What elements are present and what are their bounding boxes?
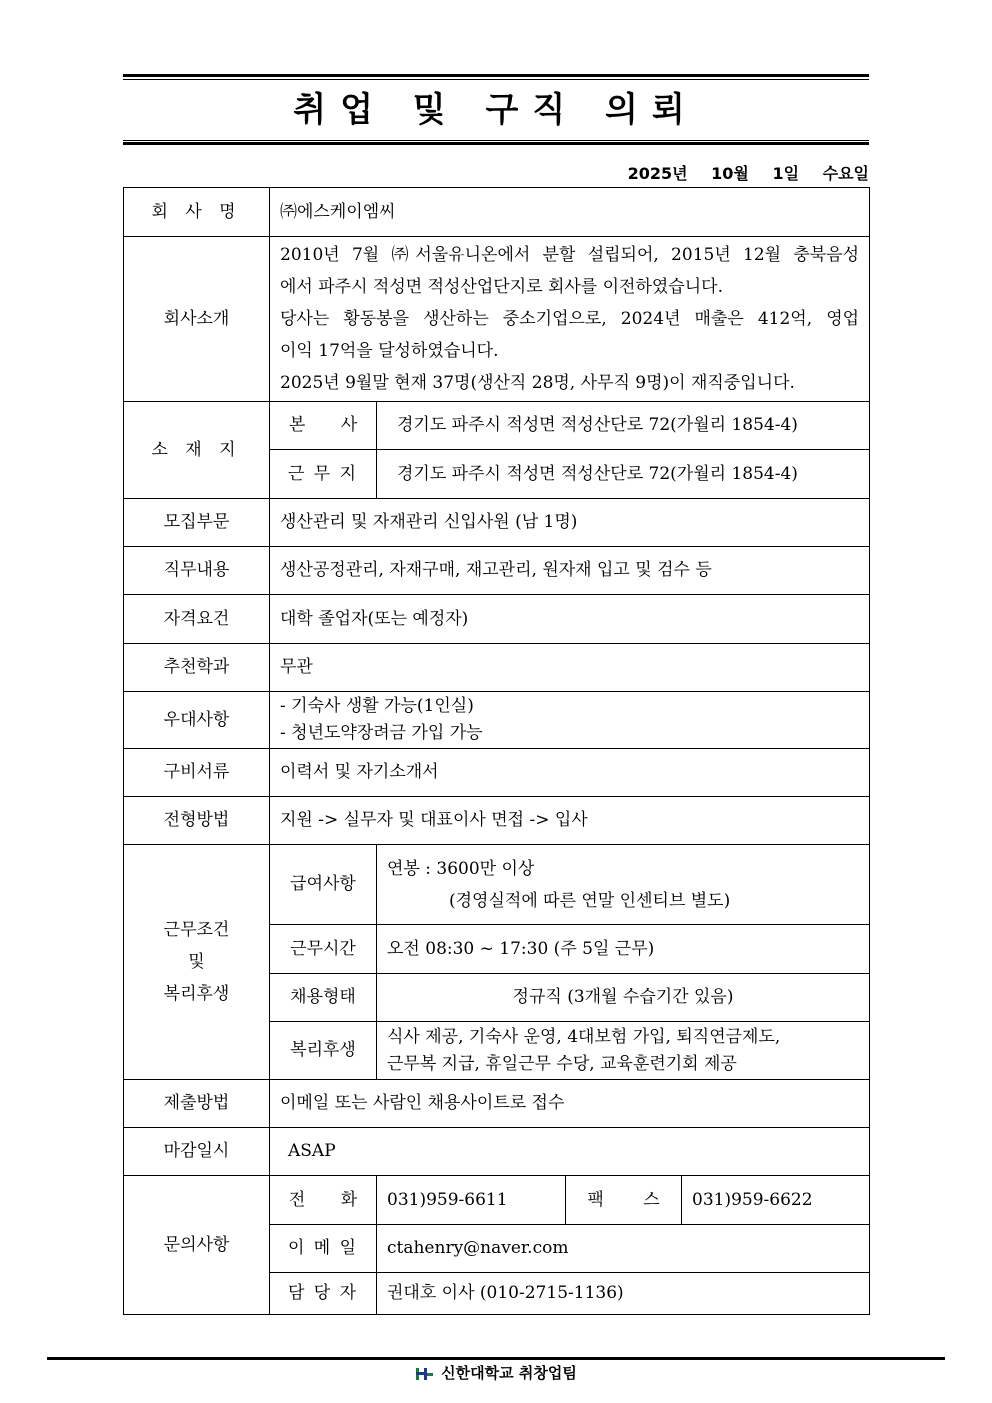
qualification-label: 자격요건 [124, 595, 270, 644]
footer-rule [47, 1357, 945, 1360]
university-logo-icon [415, 1366, 435, 1382]
salary-value [377, 845, 870, 925]
type-label: 채용형태 [270, 974, 377, 1022]
salary-line [387, 885, 859, 917]
intro-line: 에서 파주시 적성면 적성산업단지로 회사를 이전하였습니다. [280, 277, 723, 297]
title-bottom-rule [123, 142, 869, 145]
deadline-value: ASAP [270, 1128, 870, 1176]
duty-value: 생산공정관리, 자재구매, 재고관리, 원자재 입고 및 검수 등 [270, 547, 870, 595]
row-salary [124, 845, 870, 925]
intro-line: 2010년 7월 ㈜서울유니온에서 분할 설립되어, 2015년 12월 충북음성 [280, 245, 860, 265]
intro-line: 2025년 9월말 현재 37명(생산직 28명, 사무직 9명)이 재직중입니다. [280, 373, 795, 393]
welfare-label: 복리후생 [270, 1022, 377, 1080]
row-duty [124, 547, 870, 595]
welfare-value [377, 1022, 870, 1080]
row-recruit [124, 499, 870, 547]
hq-label: 본 사 [270, 402, 377, 450]
email-value[interactable]: ctahenry@naver.com [377, 1225, 870, 1273]
row-process [124, 797, 870, 845]
salary-note: (경영실적에 따른 연말 인센티브 별도) [449, 890, 731, 911]
row-contact-phone [124, 1176, 870, 1225]
submission-value: 이메일 또는 사람인 채용사이트로 접수 [270, 1080, 870, 1128]
footer [0, 1362, 992, 1384]
fax-value: 031)959-6622 [682, 1176, 870, 1225]
preference-item: - 청년도약장려금 가입 가능 [280, 723, 483, 743]
work-value: 경기도 파주시 적성면 적성산단로 72(가월리 1854-4) [377, 450, 870, 499]
page-title: 취업 및 구직 의뢰 [293, 90, 699, 130]
row-major [124, 644, 870, 692]
type-value: 정규직 (3개월 수습기간 있음) [377, 974, 870, 1022]
company-label: 회 사 명 [124, 188, 270, 237]
hq-value: 경기도 파주시 적성면 적성산단로 72(가월리 1854-4) [377, 402, 870, 450]
row-intro [124, 237, 870, 402]
row-submission [124, 1080, 870, 1128]
work-label: 근 무 지 [270, 450, 377, 499]
title-top-rule [123, 74, 869, 77]
documents-label: 구비서류 [124, 749, 270, 797]
date-day: 1일 [772, 164, 800, 183]
documents-value: 이력서 및 자기소개서 [270, 749, 870, 797]
location-label: 소 재 지 [124, 402, 270, 499]
contact-label: 문의사항 [124, 1176, 270, 1315]
preference-item: - 기숙사 생활 가능(1인실) [280, 696, 474, 716]
duty-label: 직무내용 [124, 547, 270, 595]
intro-line: 당사는 황동봉을 생산하는 중소기업으로, 2024년 매출은 412억, 영업 [280, 309, 860, 329]
date-month: 10월 [711, 164, 749, 183]
hours-label: 근무시간 [270, 925, 377, 974]
row-preference [124, 692, 870, 749]
intro-label: 회사소개 [124, 237, 270, 402]
salary-line: 연봉 : 3600만 이상 [387, 858, 535, 879]
phone-label: 전 화 [270, 1176, 377, 1225]
salary-label: 급여사항 [270, 845, 377, 925]
welfare-line: 근무복 지급, 휴일근무 수당, 교육훈련기회 제공 [387, 1053, 737, 1074]
row-company [124, 188, 870, 237]
conditions-label-line: 및 [188, 952, 205, 972]
process-value: 지원 -> 실무자 및 대표이사 면접 -> 입사 [270, 797, 870, 845]
document-date [628, 162, 869, 186]
submission-label: 제출방법 [124, 1080, 270, 1128]
job-request-form [123, 187, 870, 1315]
recruit-value: 생산관리 및 자재관리 신입사원 (남 1명) [270, 499, 870, 547]
row-documents [124, 749, 870, 797]
title-top-rule-thin [123, 79, 869, 80]
intro-value [270, 237, 870, 402]
phone-value: 031)959-6611 [377, 1176, 566, 1225]
major-label: 추천학과 [124, 644, 270, 692]
intro-line: 이익 17억을 달성하였습니다. [280, 341, 499, 361]
welfare-line: 식사 제공, 기숙사 운영, 4대보험 가입, 퇴직연금제도, [387, 1026, 781, 1047]
qualification-value: 대학 졸업자(또는 예정자) [270, 595, 870, 644]
email-label: 이 메 일 [270, 1225, 377, 1273]
fax-label: 팩 스 [566, 1176, 682, 1225]
person-label: 담 당 자 [270, 1273, 377, 1315]
row-deadline [124, 1128, 870, 1176]
conditions-label-line: 복리후생 [163, 984, 230, 1004]
conditions-label [124, 845, 270, 1080]
row-qualification [124, 595, 870, 644]
major-value: 무관 [270, 644, 870, 692]
date-weekday: 수요일 [822, 164, 869, 183]
row-location-hq [124, 402, 870, 450]
footer-text: 신한대학교 취창업팀 [441, 1364, 577, 1382]
hours-value: 오전 08:30 ~ 17:30 (주 5일 근무) [377, 925, 870, 974]
person-value: 권대호 이사 (010-2715-1136) [377, 1273, 870, 1315]
recruit-label: 모집부문 [124, 499, 270, 547]
title-bottom-rule-thin [123, 140, 869, 141]
date-year: 2025년 [627, 164, 688, 183]
deadline-label: 마감일시 [124, 1128, 270, 1176]
preference-label: 우대사항 [124, 692, 270, 749]
company-value: ㈜에스케이엠씨 [270, 188, 870, 237]
process-label: 전형방법 [124, 797, 270, 845]
preference-value [270, 692, 870, 749]
conditions-label-line: 근무조건 [163, 920, 230, 940]
